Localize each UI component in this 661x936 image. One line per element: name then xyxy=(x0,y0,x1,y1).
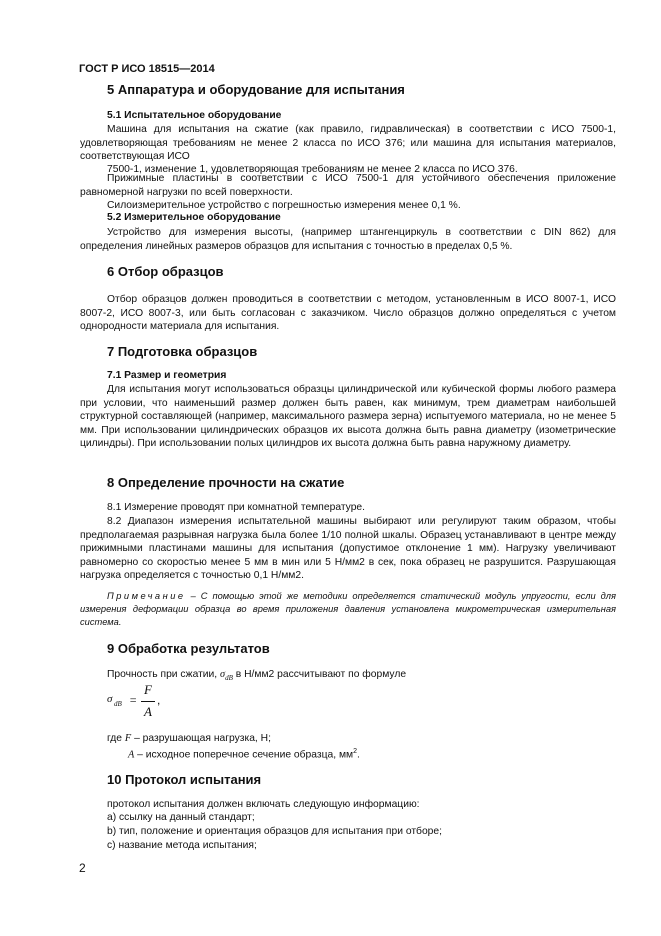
section-5-paragraph-4: Силоизмерительное устройство с погрешностью измерения менее 0,1 %. xyxy=(107,200,461,211)
strength-formula xyxy=(107,681,167,723)
formula-comma: , xyxy=(157,693,161,707)
section-6-paragraph-1: Отбор образцов должен проводиться в соответствии с методом, установленным в ИСО 8007-1, ИСО 8007-2, ИСО 8007-3, или быть согласован с заказчиком. Число образцов должно определяться с учетом однородности материала для испытания. xyxy=(80,294,616,333)
formula-intro-suffix: в Н/мм2 рассчитывают по формуле xyxy=(232,669,407,680)
formula-denominator: A xyxy=(144,704,152,719)
document-header: ГОСТ Р ИСО 18515—2014 xyxy=(79,63,215,75)
formula-intro-text: Прочность при сжатии, xyxy=(107,669,221,680)
section-5-paragraph-1: Машина для испытания на сжатие (как правило, гидравлическая) в соответствии с ИСО 7500-1, удовлетворяющая требованиям не менее 2 класса по ИСО 376; или машина для испытания материалов, соответствующая ИСО xyxy=(80,124,616,163)
variable-A-definition xyxy=(128,745,360,762)
section-9-title: 9 Обработка результатов xyxy=(107,641,270,656)
section-6-title: 6 Отбор образцов xyxy=(107,264,224,279)
section-10-intro: протокол испытания должен включать следующую информацию: xyxy=(107,799,420,810)
sigma-subscript: dB xyxy=(225,674,233,683)
subsection-7-1-title: 7.1 Размер и геометрия xyxy=(107,370,227,381)
variable-A: A xyxy=(128,749,135,761)
section-8-paragraph-2: 8.2 Диапазон измерения испытательной машины выбирают или регулируют таким образом, чтобы предполагаемая разрывная нагрузка была более 1/10 полной шкалы. Образец устанавливают в центре между прижимными пластинами машины для испытания (допустимое отклонение 1 мм). Нагрузку увеличивают равномерно со скоростью менее 5 мм в мин или 5 Н/мм2 в сек, пока образец не разрушится. Разрушающая нагрузка определяется с точностью 0,1 Н/мм2. xyxy=(80,516,616,582)
list-item: c) название метода испытания; xyxy=(107,840,257,851)
where-label: где xyxy=(107,733,123,744)
section-5-paragraph-2: 7500-1, изменение 1, удовлетворяющая требованиям не менее 2 класса по ИСО 376. xyxy=(107,164,518,175)
section-5-title: 5 Аппаратура и оборудование для испытания xyxy=(107,82,405,97)
fraction-bar xyxy=(141,701,155,702)
sigma-symbol: σ xyxy=(220,669,226,680)
section-8-note xyxy=(80,590,616,629)
list-item: а) ссылку на данный стандарт; xyxy=(107,812,255,823)
list-item: b) тип, положение и ориентация образцов для испытания при отборе; xyxy=(107,826,443,837)
note-label: Примечание xyxy=(107,591,186,601)
variable-A-end: . xyxy=(357,749,360,761)
formula-equals: = xyxy=(129,693,138,707)
section-8-paragraph-1: 8.1 Измерение проводят при комнатной температуре. xyxy=(107,502,366,513)
section-8-title: 8 Определение прочности на сжатие xyxy=(107,475,345,490)
formula-sigma-subscript: dB xyxy=(114,700,122,708)
note-text: – С помощью этой же методики определяется статический модуль упругости, если для измерения деформации образца во время приложения давления установлена микрометрическая измерительная система. xyxy=(80,591,616,627)
section-10-title: 10 Протокол испытания xyxy=(107,772,262,787)
section-7-paragraph-1: Для испытания могут использоваться образцы цилиндрической или кубической формы любого размера при условии, что наименьший размер должен быть равен, как минимум, трем диаметрам наибольшей структурной составляющей (например, максимального размера зерна) испытуемого материала, но не менее 5 мм. При использовании цилиндрических образцов их высота должна быть равна диаметру (изометрические цилиндры). При использовании полых цилиндров их высота должна быть равна наружному диаметру. xyxy=(80,384,616,450)
variable-F-definition xyxy=(107,732,271,746)
variable-F: F xyxy=(124,733,132,744)
section-5-paragraph-5: Устройство для измерения высоты, (например штангенциркуль в соответствии с DIN 862) для определения линейных размеров образцов для испытания с точностью в пределах 0,5 %. xyxy=(80,227,616,252)
variable-A-desc: – исходное поперечное сечение образца, мм xyxy=(134,749,354,761)
subsection-5-1-title: 5.1 Испытательное оборудование xyxy=(107,110,282,121)
unit-superscript: 2 xyxy=(353,748,358,755)
formula-numerator: F xyxy=(144,682,152,697)
formula-sigma: σ xyxy=(107,693,113,705)
section-5-paragraph-3: Прижимные пластины в соответствии с ИСО 7500-1 для устойчивого обеспечения приложение равномерной нагрузки по всей поверхности. xyxy=(80,173,616,198)
subsection-5-2-title: 5.2 Измерительное оборудование xyxy=(107,212,281,223)
page-number: 2 xyxy=(79,861,86,875)
section-7-title: 7 Подготовка образцов xyxy=(107,344,258,359)
variable-F-desc: – разрушающая нагрузка, Н; xyxy=(131,733,271,744)
